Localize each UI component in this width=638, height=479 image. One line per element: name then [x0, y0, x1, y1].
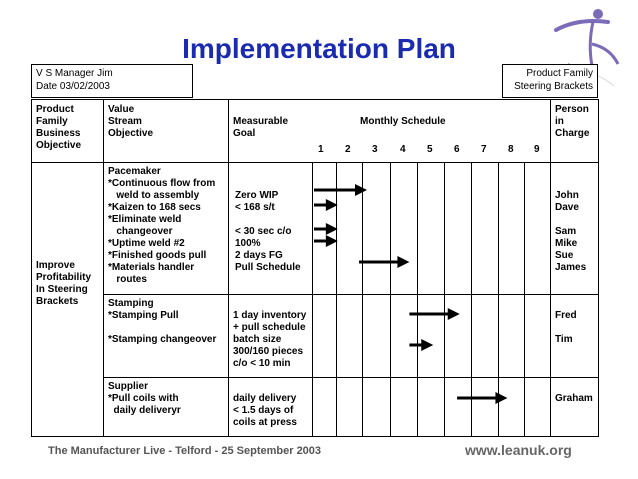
month-label: 6 — [454, 144, 460, 155]
month-label: 1 — [318, 144, 324, 155]
month-label: 5 — [427, 144, 433, 155]
schedule-arrow — [314, 235, 338, 247]
schedule-arrow — [457, 392, 507, 404]
schedule-arrow — [314, 199, 338, 211]
goal-pacemaker: Zero WIP < 168 s/t < 30 sec c/o 100% 2 days FG Pull Schedule — [235, 190, 301, 273]
date-label: Date 03/02/2003 — [36, 81, 110, 92]
schedule-arrow — [359, 256, 409, 268]
month-label: 2 — [345, 144, 351, 155]
value-stream-stamping: Stamping *Stamping Pull *Stamping changeover — [108, 298, 217, 345]
footer-website: www.leanuk.org — [465, 442, 572, 458]
month-label: 9 — [534, 144, 540, 155]
month-label: 8 — [508, 144, 514, 155]
schedule-arrow — [409, 308, 459, 320]
col-header-goal: Measurable Goal — [233, 116, 289, 139]
value-stream-supplier: Supplier *Pull coils with daily deliveryr — [108, 381, 181, 416]
col-header-person: Person in Charge — [555, 104, 590, 139]
manager-label: V S Manager Jim — [36, 68, 113, 79]
schedule-arrow — [409, 339, 433, 351]
month-label: 3 — [372, 144, 378, 155]
goal-supplier: daily delivery < 1.5 days of coils at press — [233, 393, 297, 428]
month-label: 4 — [400, 144, 406, 155]
page-title: Implementation Plan — [182, 33, 456, 64]
goal-stamping: 1 day inventory + pull schedule batch size 300/160 pieces c/o < 10 min — [233, 310, 307, 369]
person-pacemaker: John Dave Sam Mike Sue James — [555, 190, 587, 273]
schedule-arrow — [314, 223, 338, 235]
person-stamping: Fred Tim — [555, 310, 577, 345]
col-header-schedule: Monthly Schedule — [360, 116, 446, 127]
month-labels — [312, 144, 550, 158]
month-label: 7 — [481, 144, 487, 155]
value-stream-pacemaker: Pacemaker *Continuous flow from weld to assembly *Kaizen to 168 secs *Eliminate weld changeover *Uptime weld #2 *Finished goods pull *Materials handler routes — [108, 166, 216, 285]
product-family-label: Product Family — [526, 68, 593, 79]
col-header-objective: Product Family Business Objective — [36, 104, 82, 151]
person-supplier: Graham — [555, 393, 593, 404]
product-family-value: Steering Brackets — [514, 81, 593, 92]
col-header-value-stream: Value Stream Objective — [108, 104, 154, 139]
footer-event: The Manufacturer Live - Telford - 25 September 2003 — [48, 445, 322, 457]
business-objective: Improve Profitability In Steering Brackets — [36, 260, 92, 307]
schedule-arrow — [314, 184, 367, 196]
